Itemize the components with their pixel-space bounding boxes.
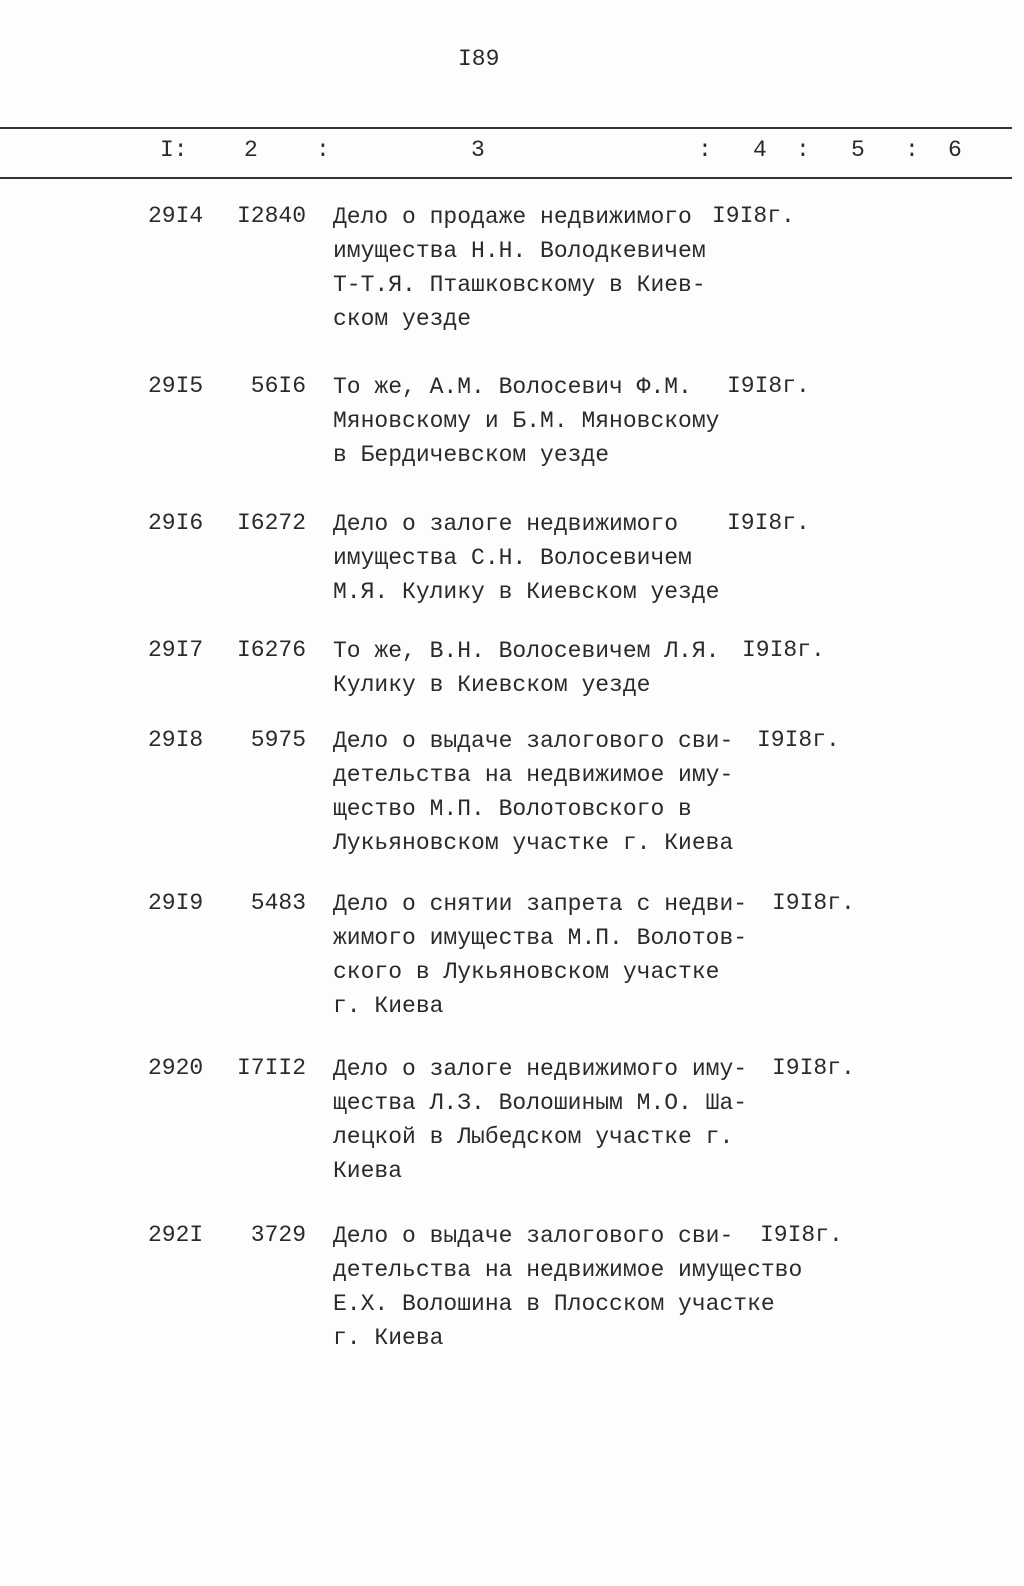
description-line: То же, А.М. Волосевич Ф.М. [333,374,692,400]
description-line: Дело о продаже недвижимого [333,204,692,230]
entry-description [333,1052,747,1188]
description-line: щества Л.З. Волошиным М.О. Ша- [333,1090,748,1116]
entry-year: I9I8г. [712,203,795,229]
entry-description [333,887,747,1023]
description-line: Дело о выдаче залогового сви- [333,1223,734,1249]
description-line: Т-Т.Я. Пташковскому в Киев- [333,272,706,298]
entry-code: I2840 [236,203,306,229]
entry-number: 29I9 [148,890,204,916]
description-line: Дело о залоге недвижимого иму- [333,1056,748,1082]
entry-number: 292I [148,1222,204,1248]
entry-number: 29I5 [148,373,204,399]
description-line: Кулику в Киевском уезде [333,672,651,698]
description-line: ского в Лукьяновском участке [333,959,720,985]
description-line: То же, В.Н. Волосевичем Л.Я. [333,638,720,664]
description-line: Е.Х. Волошина в Плосском участке [333,1291,775,1317]
header-sep: : [796,137,810,163]
description-line: Мяновскому и Б.М. Мяновскому [333,408,720,434]
description-line: жимого имущества М.П. Волотов- [333,925,748,951]
description-line: Дело о снятии запрета с недви- [333,891,748,917]
entry-number: 29I4 [148,203,204,229]
description-line: лецкой в Лыбедском участке г. [333,1124,734,1150]
table-top-rule [0,127,1012,129]
entry-year: I9I8г. [727,373,810,399]
entry-code: 5483 [250,890,306,916]
entry-description [333,370,719,472]
header-sep: : [905,137,919,163]
header-sep: : [698,137,712,163]
entry-code: 5975 [250,727,306,753]
header-col-5: 5 [851,137,865,163]
header-col-6: 6 [948,137,962,163]
header-col-1: I: [160,137,188,163]
description-line: имущества С.Н. Волосевичем [333,545,692,571]
description-line: имущества Н.Н. Володкевичем [333,238,706,264]
description-line: г. Киева [333,993,444,1019]
description-line: г. Киева [333,1325,444,1351]
description-line: Дело о выдаче залогового сви- [333,728,734,754]
header-col-3: 3 [471,137,485,163]
entry-year: I9I8г. [772,890,855,916]
table-header-rule [0,177,1012,179]
entry-year: I9I8г. [772,1055,855,1081]
page-number: I89 [458,46,500,72]
header-col-4: 4 [753,137,767,163]
description-line: Киева [333,1158,403,1184]
entry-description [333,634,719,702]
entry-code: 3729 [250,1222,306,1248]
description-line: Дело о залоге недвижимого [333,511,679,537]
description-line: М.Я. Кулику в Киевском уезде [333,579,720,605]
entry-year: I9I8г. [760,1222,843,1248]
entry-year: I9I8г. [757,727,840,753]
entry-year: I9I8г. [727,510,810,536]
description-line: Лукьяновском участке г. Киева [333,830,734,856]
description-line: щество М.П. Волотовского в [333,796,692,822]
entry-description [333,1219,802,1355]
description-line: ском уезде [333,306,472,332]
description-line: детельства на недвижимое имущество [333,1257,803,1283]
description-line: в Бердичевском уезде [333,442,610,468]
entry-year: I9I8г. [742,637,825,663]
entry-number: 29I8 [148,727,204,753]
entry-number: 29I7 [148,637,204,663]
entry-code: I6272 [236,510,306,536]
entry-code: I6276 [236,637,306,663]
entry-number: 29I6 [148,510,204,536]
header-col-2: 2 [244,137,258,163]
description-line: детельства на недвижимое иму- [333,762,734,788]
entry-number: 2920 [148,1055,204,1081]
entry-code: I7II2 [236,1055,306,1081]
entry-description [333,724,733,860]
entry-description [333,200,706,336]
entry-code: 56I6 [250,373,306,399]
header-sep: : [316,137,330,163]
entry-description [333,507,719,609]
